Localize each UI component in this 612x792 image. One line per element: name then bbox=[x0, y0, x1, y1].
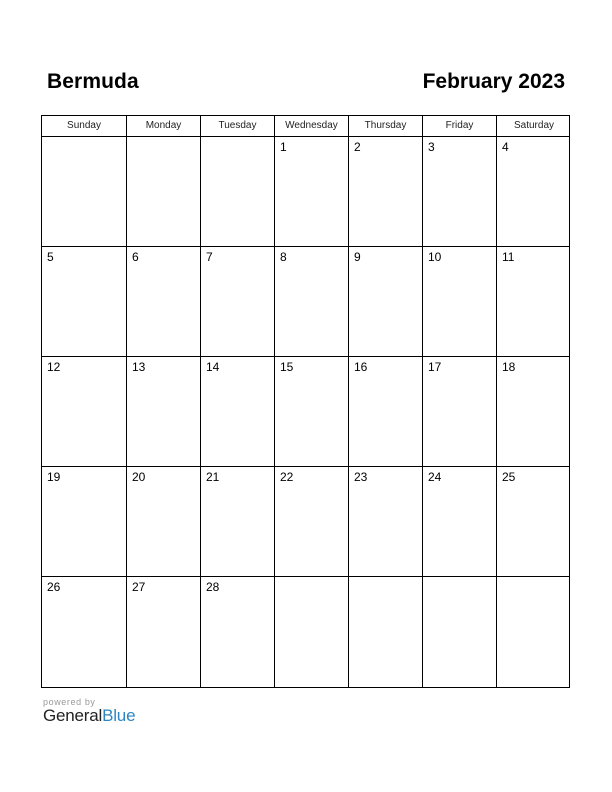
week-row bbox=[42, 247, 569, 357]
empty-day-cell bbox=[127, 137, 201, 246]
weekday-tuesday: Tuesday bbox=[201, 116, 275, 136]
country-title: Bermuda bbox=[47, 70, 139, 93]
day-cell: 10 bbox=[423, 247, 497, 356]
generalblue-logo[interactable] bbox=[43, 706, 135, 726]
empty-day-cell bbox=[423, 577, 497, 687]
day-cell: 25 bbox=[502, 470, 516, 484]
day-cell: 26 bbox=[42, 577, 127, 687]
day-cell: 11 bbox=[502, 250, 515, 264]
brand-general: General bbox=[43, 706, 103, 725]
day-cell: 20 bbox=[127, 467, 201, 576]
day-cell: 9 bbox=[349, 247, 423, 356]
weekday-thursday: Thursday bbox=[349, 116, 423, 136]
empty-day-cell bbox=[275, 577, 349, 687]
day-cell: 7 bbox=[201, 247, 275, 356]
powered-by-label: powered by bbox=[43, 697, 96, 707]
empty-day-cell bbox=[349, 577, 423, 687]
weekday-sunday: Sunday bbox=[42, 116, 127, 136]
day-cell: 6 bbox=[127, 247, 201, 356]
day-cell: 15 bbox=[275, 357, 349, 466]
day-cell: 16 bbox=[349, 357, 423, 466]
day-cell: 3 bbox=[423, 137, 497, 246]
weekday-wednesday: Wednesday bbox=[275, 116, 349, 136]
weekday-monday: Monday bbox=[127, 116, 201, 136]
day-cell: 23 bbox=[349, 467, 423, 576]
month-year-title: February 2023 bbox=[422, 70, 565, 93]
calendar-grid bbox=[41, 115, 570, 688]
day-cell: 22 bbox=[275, 467, 349, 576]
weekday-saturday: Saturday bbox=[513, 120, 555, 131]
footer-branding bbox=[43, 697, 135, 726]
day-cell: 14 bbox=[201, 357, 275, 466]
week-row bbox=[42, 137, 569, 247]
day-cell: 2 bbox=[349, 137, 423, 246]
day-cell: 13 bbox=[127, 357, 201, 466]
day-cell: 18 bbox=[502, 360, 516, 374]
weekday-header-row bbox=[42, 116, 569, 137]
day-cell: 28 bbox=[201, 577, 275, 687]
day-cell: 24 bbox=[423, 467, 497, 576]
week-row bbox=[42, 577, 569, 687]
day-cell: 8 bbox=[275, 247, 349, 356]
day-cell: 19 bbox=[42, 467, 127, 576]
empty-day-cell bbox=[497, 577, 571, 687]
day-cell: 5 bbox=[42, 247, 127, 356]
brand-blue: Blue bbox=[102, 706, 136, 725]
day-cell: 1 bbox=[275, 137, 349, 246]
day-cell: 21 bbox=[201, 467, 275, 576]
week-row bbox=[42, 357, 569, 467]
day-cell: 12 bbox=[42, 357, 127, 466]
day-cell: 27 bbox=[127, 577, 201, 687]
empty-day-cell bbox=[201, 137, 275, 246]
weekday-friday: Friday bbox=[423, 116, 497, 136]
day-cell: 17 bbox=[423, 357, 497, 466]
week-row bbox=[42, 467, 569, 577]
empty-day-cell bbox=[42, 137, 127, 246]
day-cell: 4 bbox=[502, 140, 509, 154]
